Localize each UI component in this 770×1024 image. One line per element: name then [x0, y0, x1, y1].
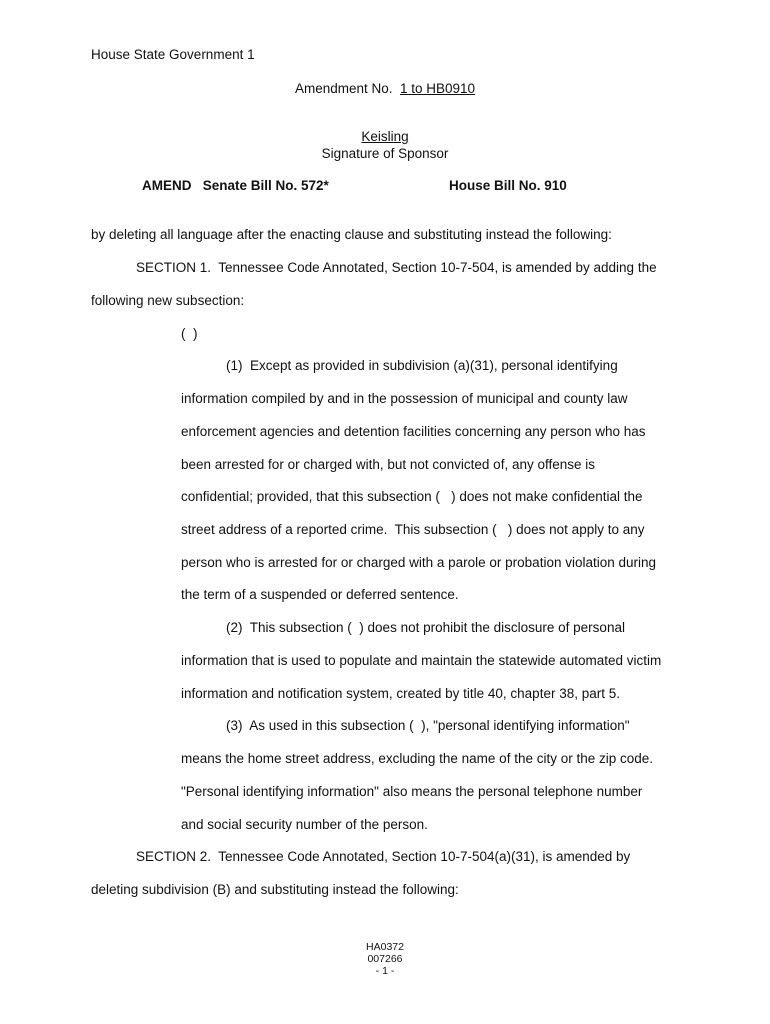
section2-line: deleting subdivision (B) and substituting instead the following:	[91, 882, 459, 897]
paragraph1-line: confidential; provided, that this subsection ( ) does not make confidential the	[181, 489, 643, 504]
section1-line: following new subsection:	[91, 293, 245, 308]
paragraph1-line: person who is arrested for or charged with a parole or probation violation during	[181, 555, 657, 570]
amend-senate-bill: AMEND Senate Bill No. 572*	[142, 178, 329, 193]
paragraph1-line: (1) Except as provided in subdivision (a)(31), personal identifying	[226, 358, 618, 373]
paragraph2-line: information and notification system, created by title 40, chapter 38, part 5.	[181, 686, 620, 701]
page-number: - 1 -	[375, 965, 395, 977]
paragraph3-line: "Personal identifying information" also means the personal telephone number	[181, 784, 643, 799]
amendment-prefix: Amendment No.	[294, 81, 393, 96]
footer-code: 007266	[367, 953, 403, 965]
paragraph2-line: (2) This subsection ( ) does not prohibit the disclosure of personal	[226, 620, 625, 635]
paragraph1-line: the term of a suspended or deferred sentence.	[181, 587, 459, 602]
paragraph3-line: means the home street address, excluding the name of the city or the zip code.	[181, 751, 654, 766]
subsection-placeholder: ( )	[181, 326, 198, 341]
paragraph1-line: information compiled by and in the possession of municipal and county law	[181, 391, 628, 406]
paragraph3-line: (3) As used in this subsection ( ), "personal identifying information"	[226, 718, 630, 733]
footer-code: HA0372	[366, 941, 404, 953]
paragraph1-line: street address of a reported crime. This subsection ( ) does not apply to any	[181, 522, 645, 537]
paragraph1-line: been arrested for or charged with, but not convicted of, any offense is	[181, 457, 595, 472]
committee-label: House State Government 1	[91, 47, 255, 62]
house-bill-number: House Bill No. 910	[449, 178, 567, 193]
paragraph3-line: and social security number of the person.	[181, 817, 428, 832]
paragraph2-line: information that is used to populate and maintain the statewide automated victim	[181, 653, 662, 668]
intro-paragraph: by deleting all language after the enacting clause and substituting instead the following:	[91, 227, 612, 242]
sponsor-signature-label: Signature of Sponsor	[321, 146, 449, 161]
section1-line: SECTION 1. Tennessee Code Annotated, Section 10-7-504, is amended by adding the	[136, 260, 657, 275]
section2-line: SECTION 2. Tennessee Code Annotated, Section 10-7-504(a)(31), is amended by	[136, 849, 631, 864]
amendment-line	[0, 81, 770, 97]
paragraph1-line: enforcement agencies and detention facilities concerning any person who has	[181, 424, 646, 439]
page-footer	[0, 941, 770, 977]
sponsor-name: Keisling	[361, 129, 409, 144]
amendment-number: 1 to HB0910	[400, 81, 476, 96]
